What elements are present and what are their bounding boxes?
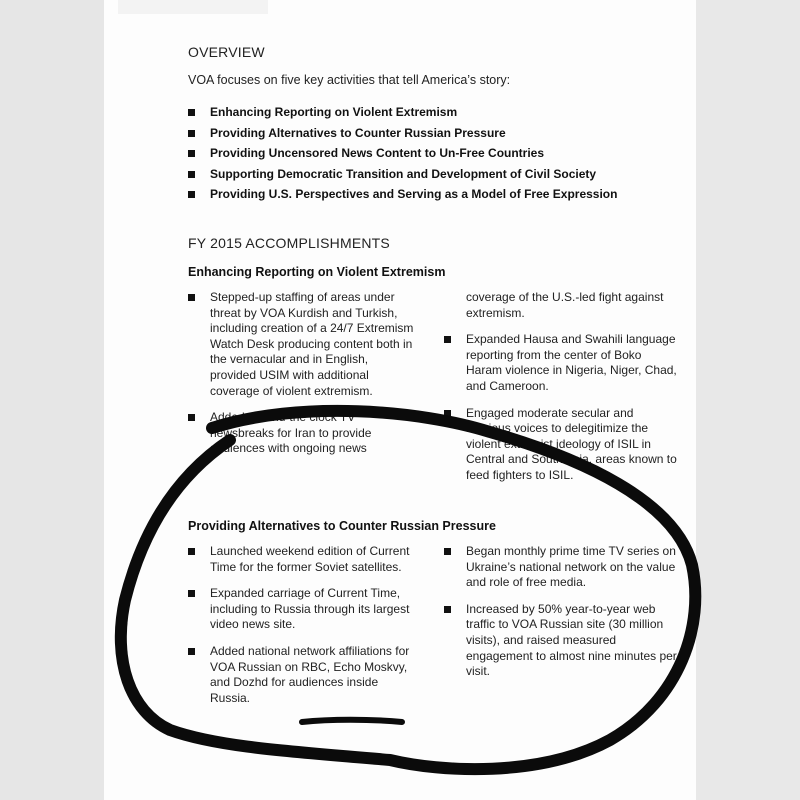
section1-right-column (444, 290, 680, 495)
list-item: Stepped-up staffing of areas under threat by VOA Kurdish and Turkish, including creation of a 24/7 Extremism Watch Desk producing content both in the vernacular and in English, provided USIM with additional coverage of violent extremism. (188, 290, 416, 399)
list-item: Engaged moderate secular and religious voices to delegitimize the violent extremist ideology of ISIL in Central and South Asia, areas known to feed fighters to ISIL. (444, 406, 680, 484)
overview-intro: VOA focuses on five key activities that tell America’s story: (188, 73, 511, 87)
list-item: Increased by 50% year-to-year web traffic to VOA Russian site (30 million visits), and raised measured engagement to almost nine minutes per visit. (444, 602, 680, 680)
overview-item: Enhancing Reporting on Violent Extremism (188, 102, 668, 123)
overview-item: Supporting Democratic Transition and Development of Civil Society (188, 164, 668, 185)
list-item: Began monthly prime time TV series on Ukraine’s national network on the value and role of free media. (444, 544, 680, 591)
section-title-russian-pressure: Providing Alternatives to Counter Russian Pressure (188, 519, 496, 533)
list-item-continuation: coverage of the U.S.-led fight against extremism. (466, 290, 664, 320)
overview-list (188, 102, 668, 205)
section2-left-column (188, 544, 416, 717)
page-smudge (118, 0, 268, 14)
section1-left-column (188, 290, 416, 468)
overview-item: Providing Alternatives to Counter Russian Pressure (188, 123, 668, 144)
overview-item: Providing Uncensored News Content to Un-Free Countries (188, 143, 668, 164)
list-item: Expanded carriage of Current Time, including to Russia through its largest video news site. (188, 586, 416, 633)
overview-item: Providing U.S. Perspectives and Serving as a Model of Free Expression (188, 184, 668, 205)
section-title-violent-extremism: Enhancing Reporting on Violent Extremism (188, 265, 446, 279)
left-margin (0, 0, 104, 800)
right-margin (696, 0, 800, 800)
list-item: Launched weekend edition of Current Time for the former Soviet satellites. (188, 544, 416, 575)
overview-heading: OVERVIEW (188, 44, 265, 60)
section2-right-column (444, 544, 680, 691)
list-item: Expanded Hausa and Swahili language reporting from the center of Boko Haram violence in Nigeria, Niger, Chad, and Cameroon. (444, 332, 680, 394)
list-item: Added national network affiliations for VOA Russian on RBC, Echo Moskvy, and Dozhd for audiences inside Russia. (188, 644, 416, 706)
accomplishments-heading: FY 2015 ACCOMPLISHMENTS (188, 235, 390, 251)
list-item: Added around-the clock TV newsbreaks for Iran to provide audiences with ongoing news (188, 410, 416, 457)
